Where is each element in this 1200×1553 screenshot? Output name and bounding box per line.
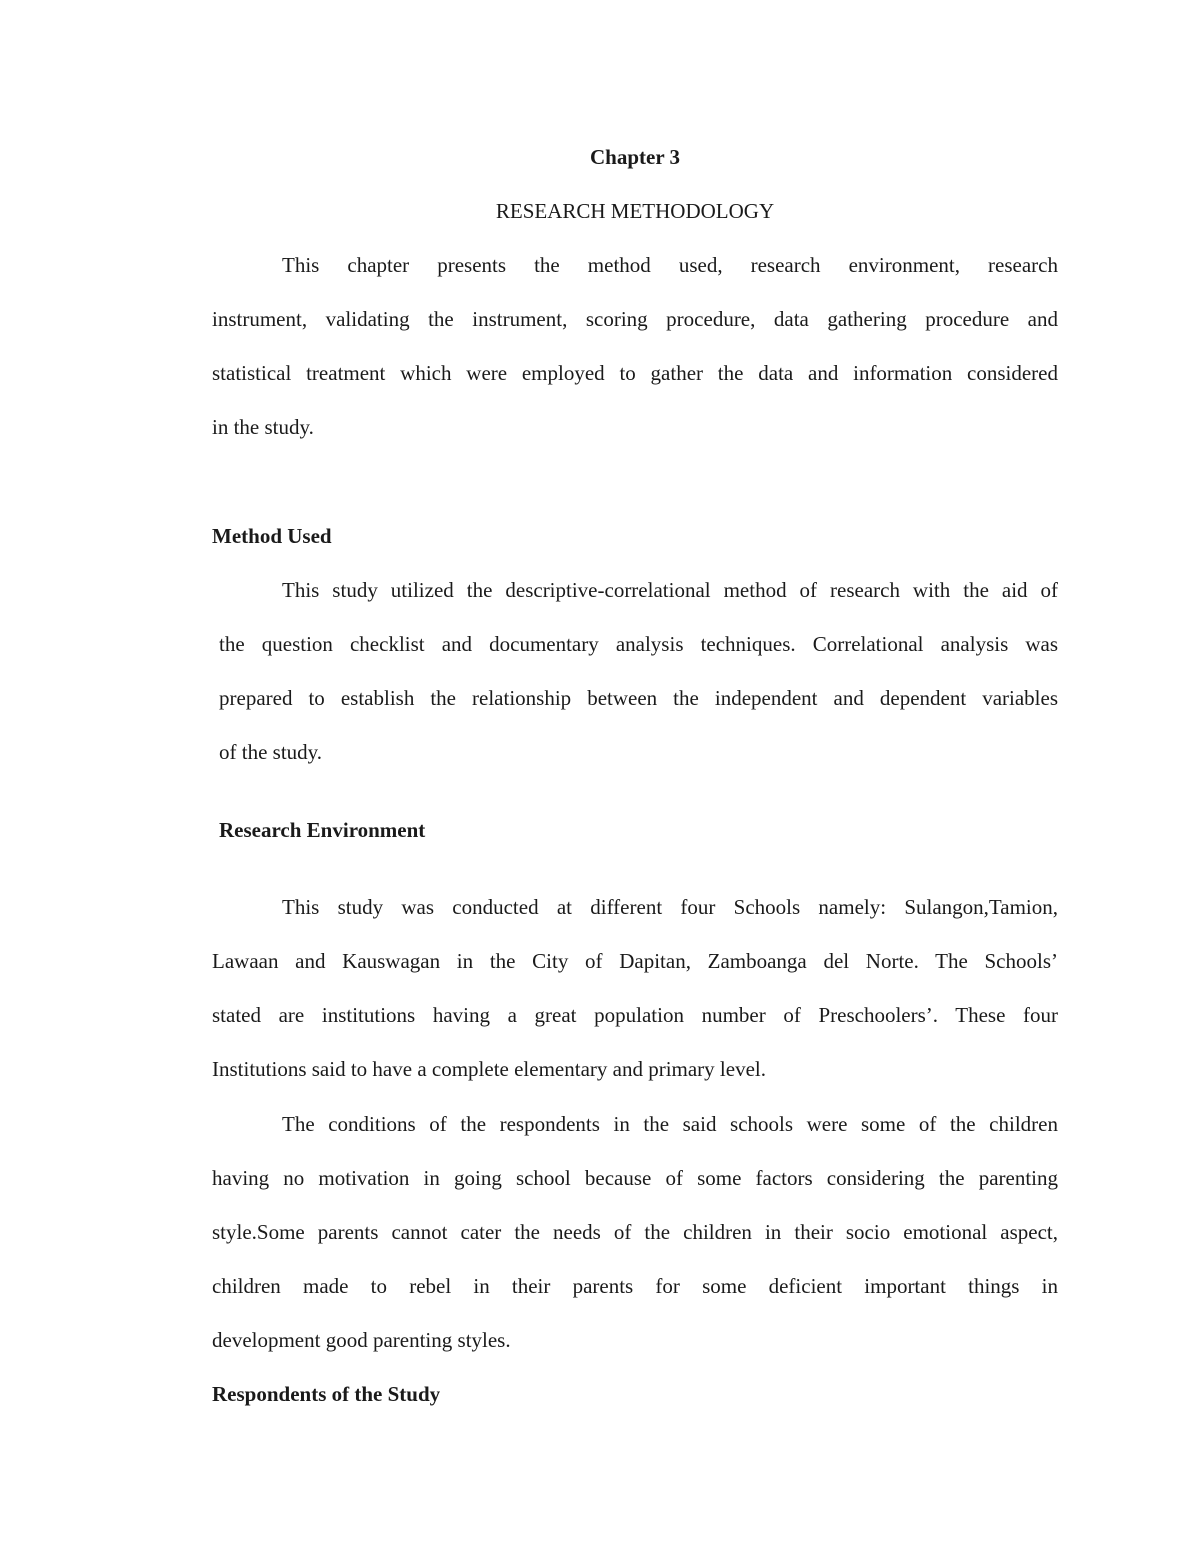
environment-line: Lawaan and Kauswagan in the City of Dapitan, Zamboanga del Norte. The Schools’ xyxy=(212,949,1058,973)
method-line: of the study. xyxy=(219,740,323,764)
intro-line: in the study. xyxy=(212,415,314,439)
section-heading-research-environment: Research Environment xyxy=(219,818,426,842)
intro-line: statistical treatment which were employed to gather the data and information considered xyxy=(212,361,1058,385)
environment-line: development good parenting styles. xyxy=(212,1328,511,1352)
environment-line: having no motivation in going school because of some factors considering the parenting xyxy=(212,1166,1058,1190)
environment-line: style.Some parents cannot cater the needs of the children in their socio emotional aspect, xyxy=(212,1220,1058,1244)
environment-line: stated are institutions having a great population number of Preschoolers’. These four xyxy=(212,1003,1058,1027)
environment-line: The conditions of the respondents in the said schools were some of the children xyxy=(282,1112,1058,1136)
chapter-title: Chapter 3 xyxy=(589,145,681,169)
intro-line: instrument, validating the instrument, scoring procedure, data gathering procedure and xyxy=(212,307,1058,331)
environment-line: children made to rebel in their parents for some deficient important things in xyxy=(212,1274,1058,1298)
method-line: the question checklist and documentary analysis techniques. Correlational analysis was xyxy=(219,632,1058,656)
intro-line: This chapter presents the method used, research environment, research xyxy=(282,253,1058,277)
section-heading-method-used: Method Used xyxy=(212,524,332,548)
main-title: RESEARCH METHODOLOGY xyxy=(495,199,775,223)
method-line: This study utilized the descriptive-correlational method of research with the aid of xyxy=(282,578,1058,602)
environment-line: This study was conducted at different four Schools namely: Sulangon,Tamion, xyxy=(282,895,1058,919)
section-heading-respondents: Respondents of the Study xyxy=(212,1382,441,1406)
environment-line: Institutions said to have a complete elementary and primary level. xyxy=(212,1057,766,1081)
method-line: prepared to establish the relationship between the independent and dependent variables xyxy=(219,686,1058,710)
